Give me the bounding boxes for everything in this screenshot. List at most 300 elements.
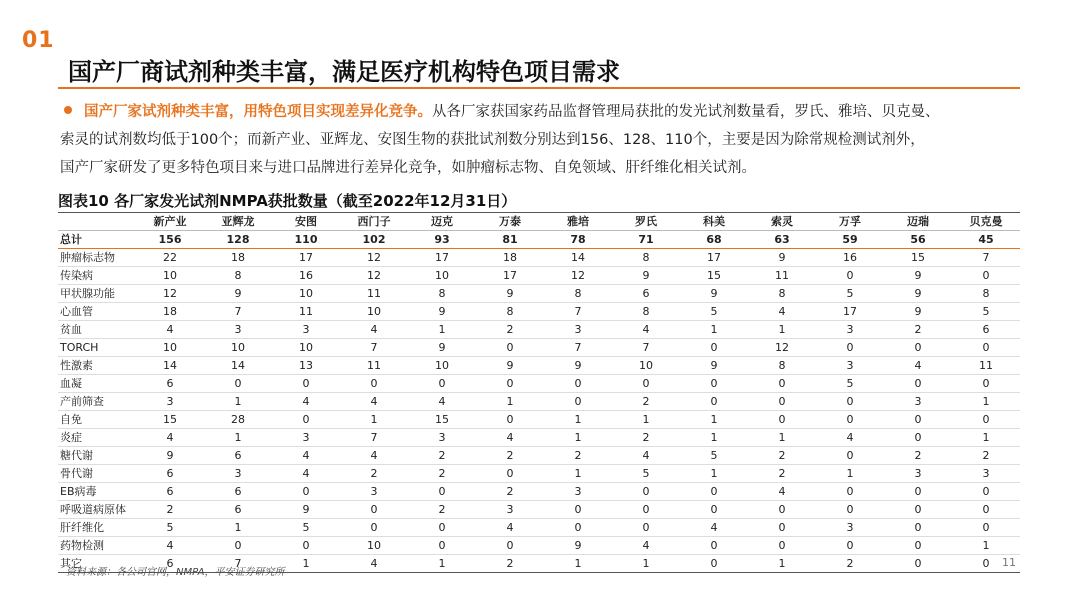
table-cell: 2 [952,447,1020,465]
bullet-line-1 [60,98,1022,126]
table-cell: 4 [748,303,816,321]
table-cell: 10 [612,357,680,375]
table-cell: 12 [748,339,816,357]
table-cell: 9 [680,357,748,375]
bullet-dot-icon [64,106,72,114]
header-cell: 科美 [680,213,748,231]
bullet-highlight: 国产厂家试剂种类丰富，用特色项目实现差异化竞争。 [84,104,432,120]
table-row [58,339,1020,357]
row-label: 传染病 [58,267,136,285]
table-cell: 6 [204,447,272,465]
table-cell: 0 [816,267,884,285]
table-cell: 0 [816,483,884,501]
table-cell: 6 [136,555,204,573]
table-row [58,393,1020,411]
table-cell: 6 [204,501,272,519]
table-row [58,429,1020,447]
table-cell: 6 [952,321,1020,339]
table-cell: 0 [544,375,612,393]
table-row [58,375,1020,393]
table-cell: 7 [952,249,1020,267]
table-cell: 18 [136,303,204,321]
table-cell: 2 [748,447,816,465]
table-cell: 0 [884,537,952,555]
row-label: 产前筛查 [58,393,136,411]
table-cell: 1 [748,555,816,573]
table-cell: 0 [816,537,884,555]
header-cell: 万孚 [816,213,884,231]
table-cell: 1 [204,429,272,447]
table-cell: 0 [884,519,952,537]
table-cell: 4 [612,447,680,465]
table-cell: 8 [952,285,1020,303]
table-cell: 10 [272,339,340,357]
table-cell: 0 [884,483,952,501]
row-label: 肝纤维化 [58,519,136,537]
header-cell: 亚辉龙 [204,213,272,231]
table-cell: 5 [952,303,1020,321]
table-cell: 0 [612,501,680,519]
table-cell: 5 [272,519,340,537]
table-cell: 3 [544,483,612,501]
table-cell: 9 [612,267,680,285]
table-cell: 14 [136,357,204,375]
table-cell: 3 [408,429,476,447]
table-cell: 0 [884,339,952,357]
table-cell: 11 [748,267,816,285]
source-footnote: 资料来源：各公司官网，NMPA，平安证券研究所 [66,567,285,578]
table-cell: 18 [476,249,544,267]
table-cell: 5 [680,447,748,465]
table-cell: 6 [136,465,204,483]
total-cell: 71 [612,231,680,249]
bullet-line-3: 国产厂家研发了更多特色项目来与进口品牌进行差异化竞争，如肿瘤标志物、自免领域、肝纤维化相关试剂。 [60,160,756,176]
table-cell: 3 [884,465,952,483]
total-cell: 128 [204,231,272,249]
table-cell: 0 [748,519,816,537]
table-cell: 0 [476,465,544,483]
table-cell: 1 [204,519,272,537]
table-cell: 4 [476,429,544,447]
table-cell: 7 [340,339,408,357]
table-cell: 8 [748,357,816,375]
table-cell: 8 [476,303,544,321]
table-cell: 5 [816,375,884,393]
table-cell: 0 [952,501,1020,519]
table-cell: 6 [204,483,272,501]
table-cell: 0 [272,483,340,501]
table-cell: 7 [204,555,272,573]
table-cell: 4 [612,321,680,339]
table-cell: 10 [272,285,340,303]
table-cell: 0 [680,375,748,393]
table-cell: 9 [884,303,952,321]
table-row [58,285,1020,303]
table-cell: 3 [136,393,204,411]
table-cell: 9 [884,285,952,303]
table-row [58,483,1020,501]
table-cell: 0 [476,375,544,393]
row-label: 肿瘤标志物 [58,249,136,267]
table-cell: 4 [408,393,476,411]
table-cell: 5 [612,465,680,483]
row-label: 自免 [58,411,136,429]
table-cell: 3 [544,321,612,339]
table-cell: 0 [884,411,952,429]
table-cell: 3 [340,483,408,501]
reagent-approval-table [58,212,1020,573]
table-cell: 16 [272,267,340,285]
table-cell: 1 [544,555,612,573]
table-cell: 0 [816,411,884,429]
table-cell: 10 [408,357,476,375]
table-cell: 0 [884,555,952,573]
table-cell: 2 [884,447,952,465]
reagent-table-container [58,212,1020,573]
table-cell: 0 [272,537,340,555]
table-cell: 1 [680,411,748,429]
header-cell: 迈克 [408,213,476,231]
table-cell: 0 [748,393,816,411]
table-cell: 2 [476,483,544,501]
table-cell: 4 [136,429,204,447]
table-title: 图表10 各厂家发光试剂NMPA获批数量（截至2022年12月31日） [58,192,517,210]
table-cell: 0 [680,555,748,573]
table-cell: 3 [816,519,884,537]
table-cell: 1 [544,429,612,447]
row-label: 其它 [58,555,136,573]
table-cell: 9 [680,285,748,303]
page-number: 11 [1002,556,1016,569]
table-cell: 4 [272,447,340,465]
table-cell: 0 [612,483,680,501]
total-cell: 110 [272,231,340,249]
table-row [58,249,1020,267]
table-cell: 9 [544,537,612,555]
table-row [58,465,1020,483]
slide-title: 国产厂商试剂种类丰富，满足医疗机构特色项目需求 [68,58,620,86]
table-cell: 0 [748,375,816,393]
table-cell: 1 [272,555,340,573]
row-label: 药物检测 [58,537,136,555]
table-cell: 1 [612,411,680,429]
table-cell: 2 [748,465,816,483]
header-cell: 安图 [272,213,340,231]
header-cell: 万泰 [476,213,544,231]
table-cell: 1 [680,321,748,339]
table-cell: 3 [952,465,1020,483]
table-cell: 9 [476,285,544,303]
table-row [58,267,1020,285]
table-cell: 10 [204,339,272,357]
table-cell: 4 [680,519,748,537]
table-cell: 5 [816,285,884,303]
table-cell: 7 [544,339,612,357]
header-cell: 索灵 [748,213,816,231]
table-cell: 17 [816,303,884,321]
table-row [58,501,1020,519]
row-label: 糖代谢 [58,447,136,465]
table-cell: 1 [952,393,1020,411]
table-cell: 10 [408,267,476,285]
table-cell: 2 [408,501,476,519]
table-cell: 14 [544,249,612,267]
table-cell: 0 [952,267,1020,285]
table-cell: 4 [340,555,408,573]
total-label: 总计 [58,231,136,249]
table-cell: 0 [476,411,544,429]
table-cell: 2 [612,393,680,411]
table-cell: 12 [340,249,408,267]
bullet-line-2: 索灵的试剂数均低于100个；而新产业、亚辉龙、安图生物的获批试剂数分别达到156、128、110个，主要是因为除常规检测试剂外， [60,132,925,148]
table-cell: 8 [748,285,816,303]
table-cell: 17 [408,249,476,267]
table-cell: 7 [340,429,408,447]
row-label: EB病毒 [58,483,136,501]
table-cell: 4 [816,429,884,447]
table-cell: 4 [612,537,680,555]
row-label: 贫血 [58,321,136,339]
header-cell: 雅培 [544,213,612,231]
table-cell: 4 [136,537,204,555]
table-cell: 17 [680,249,748,267]
table-cell: 9 [544,357,612,375]
table-cell: 0 [884,501,952,519]
table-cell: 3 [272,429,340,447]
row-label: 性激素 [58,357,136,375]
table-cell: 0 [952,555,1020,573]
table-cell: 2 [544,447,612,465]
bullet-line-1-text: 从各厂家获国家药品监督管理局获批的发光试剂数量看，罗氏、雅培、贝克曼、 [432,104,940,120]
table-cell: 0 [544,393,612,411]
table-cell: 0 [680,537,748,555]
table-cell: 3 [204,321,272,339]
table-cell: 11 [952,357,1020,375]
table-cell: 6 [136,483,204,501]
table-cell: 11 [272,303,340,321]
table-cell: 1 [952,429,1020,447]
total-cell: 45 [952,231,1020,249]
header-cell: 罗氏 [612,213,680,231]
table-cell: 0 [884,375,952,393]
table-cell: 0 [544,501,612,519]
header-cell: 西门子 [340,213,408,231]
section-number: 01 [22,28,55,53]
row-label: 血凝 [58,375,136,393]
table-cell: 1 [544,411,612,429]
table-cell: 0 [408,483,476,501]
table-cell: 9 [136,447,204,465]
table-cell: 1 [680,465,748,483]
table-row [58,411,1020,429]
table-cell: 12 [544,267,612,285]
table-cell: 0 [476,537,544,555]
row-label: 炎症 [58,429,136,447]
table-cell: 11 [340,357,408,375]
table-cell: 10 [136,339,204,357]
table-cell: 12 [136,285,204,303]
table-cell: 15 [884,249,952,267]
table-cell: 0 [952,339,1020,357]
table-cell: 0 [680,501,748,519]
table-cell: 22 [136,249,204,267]
table-cell: 0 [612,375,680,393]
table-cell: 0 [952,519,1020,537]
table-cell: 0 [680,393,748,411]
table-cell: 1 [408,321,476,339]
table-cell: 5 [680,303,748,321]
header-corner-cell [58,213,136,231]
table-cell: 13 [272,357,340,375]
row-label: 心血管 [58,303,136,321]
table-cell: 5 [136,519,204,537]
table-cell: 7 [204,303,272,321]
table-cell: 12 [340,267,408,285]
table-cell: 0 [680,483,748,501]
table-cell: 6 [136,375,204,393]
table-cell: 2 [408,447,476,465]
table-cell: 17 [476,267,544,285]
table-cell: 2 [476,555,544,573]
total-cell: 56 [884,231,952,249]
header-cell: 新产业 [136,213,204,231]
total-cell: 68 [680,231,748,249]
table-cell: 0 [816,393,884,411]
table-cell: 0 [816,339,884,357]
table-cell: 1 [748,321,816,339]
table-cell: 0 [680,339,748,357]
table-cell: 4 [340,393,408,411]
table-cell: 0 [204,375,272,393]
table-cell: 9 [884,267,952,285]
row-label: 甲状腺功能 [58,285,136,303]
table-cell: 0 [340,519,408,537]
table-row [58,321,1020,339]
table-cell: 0 [952,411,1020,429]
table-cell: 8 [408,285,476,303]
table-cell: 8 [612,303,680,321]
table-cell: 0 [952,483,1020,501]
bullet-paragraph [60,98,1022,182]
table-cell: 0 [952,375,1020,393]
total-cell: 59 [816,231,884,249]
table-cell: 0 [816,447,884,465]
table-cell: 0 [544,519,612,537]
table-cell: 4 [272,465,340,483]
table-cell: 7 [544,303,612,321]
row-label: TORCH [58,339,136,357]
total-cell: 63 [748,231,816,249]
table-cell: 0 [204,537,272,555]
table-cell: 2 [476,447,544,465]
table-cell: 0 [612,519,680,537]
table-cell: 0 [408,537,476,555]
table-cell: 10 [136,267,204,285]
table-cell: 14 [204,357,272,375]
row-label: 骨代谢 [58,465,136,483]
table-cell: 9 [476,357,544,375]
header-cell: 迈瑞 [884,213,952,231]
table-cell: 9 [748,249,816,267]
table-cell: 4 [340,321,408,339]
table-cell: 4 [884,357,952,375]
title-divider [58,87,1020,89]
table-cell: 15 [408,411,476,429]
table-row [58,447,1020,465]
table-cell: 4 [748,483,816,501]
table-cell: 10 [340,303,408,321]
table-cell: 9 [408,303,476,321]
table-cell: 3 [204,465,272,483]
table-cell: 1 [612,555,680,573]
table-row [58,357,1020,375]
table-header-row [58,213,1020,231]
table-cell: 9 [272,501,340,519]
table-cell: 1 [476,393,544,411]
total-cell: 81 [476,231,544,249]
header-cell: 贝克曼 [952,213,1020,231]
table-cell: 1 [340,411,408,429]
total-cell: 78 [544,231,612,249]
table-cell: 0 [272,411,340,429]
table-cell: 0 [748,411,816,429]
total-cell: 93 [408,231,476,249]
table-cell: 6 [612,285,680,303]
row-label: 呼吸道病原体 [58,501,136,519]
table-cell: 4 [272,393,340,411]
table-cell: 3 [884,393,952,411]
table-cell: 0 [408,375,476,393]
table-cell: 2 [816,555,884,573]
table-cell: 9 [408,339,476,357]
total-cell: 156 [136,231,204,249]
table-cell: 17 [272,249,340,267]
table-cell: 2 [884,321,952,339]
table-cell: 2 [612,429,680,447]
total-row [58,231,1020,249]
table-cell: 3 [272,321,340,339]
table-cell: 0 [476,339,544,357]
table-cell: 1 [816,465,884,483]
table-cell: 0 [408,519,476,537]
table-cell: 7 [612,339,680,357]
table-cell: 11 [340,285,408,303]
table-cell: 15 [680,267,748,285]
table-cell: 0 [748,537,816,555]
table-cell: 0 [816,501,884,519]
table-cell: 9 [204,285,272,303]
table-cell: 4 [476,519,544,537]
table-cell: 18 [204,249,272,267]
table-row [58,519,1020,537]
table-cell: 2 [476,321,544,339]
table-cell: 1 [680,429,748,447]
table-cell: 8 [544,285,612,303]
table-cell: 1 [952,537,1020,555]
table-cell: 4 [136,321,204,339]
table-cell: 8 [612,249,680,267]
total-cell: 102 [340,231,408,249]
table-cell: 3 [476,501,544,519]
table-cell: 4 [340,447,408,465]
table-cell: 16 [816,249,884,267]
table-cell: 2 [340,465,408,483]
table-cell: 0 [748,501,816,519]
table-cell: 3 [816,321,884,339]
table-row [58,303,1020,321]
table-cell: 1 [204,393,272,411]
table-cell: 28 [204,411,272,429]
